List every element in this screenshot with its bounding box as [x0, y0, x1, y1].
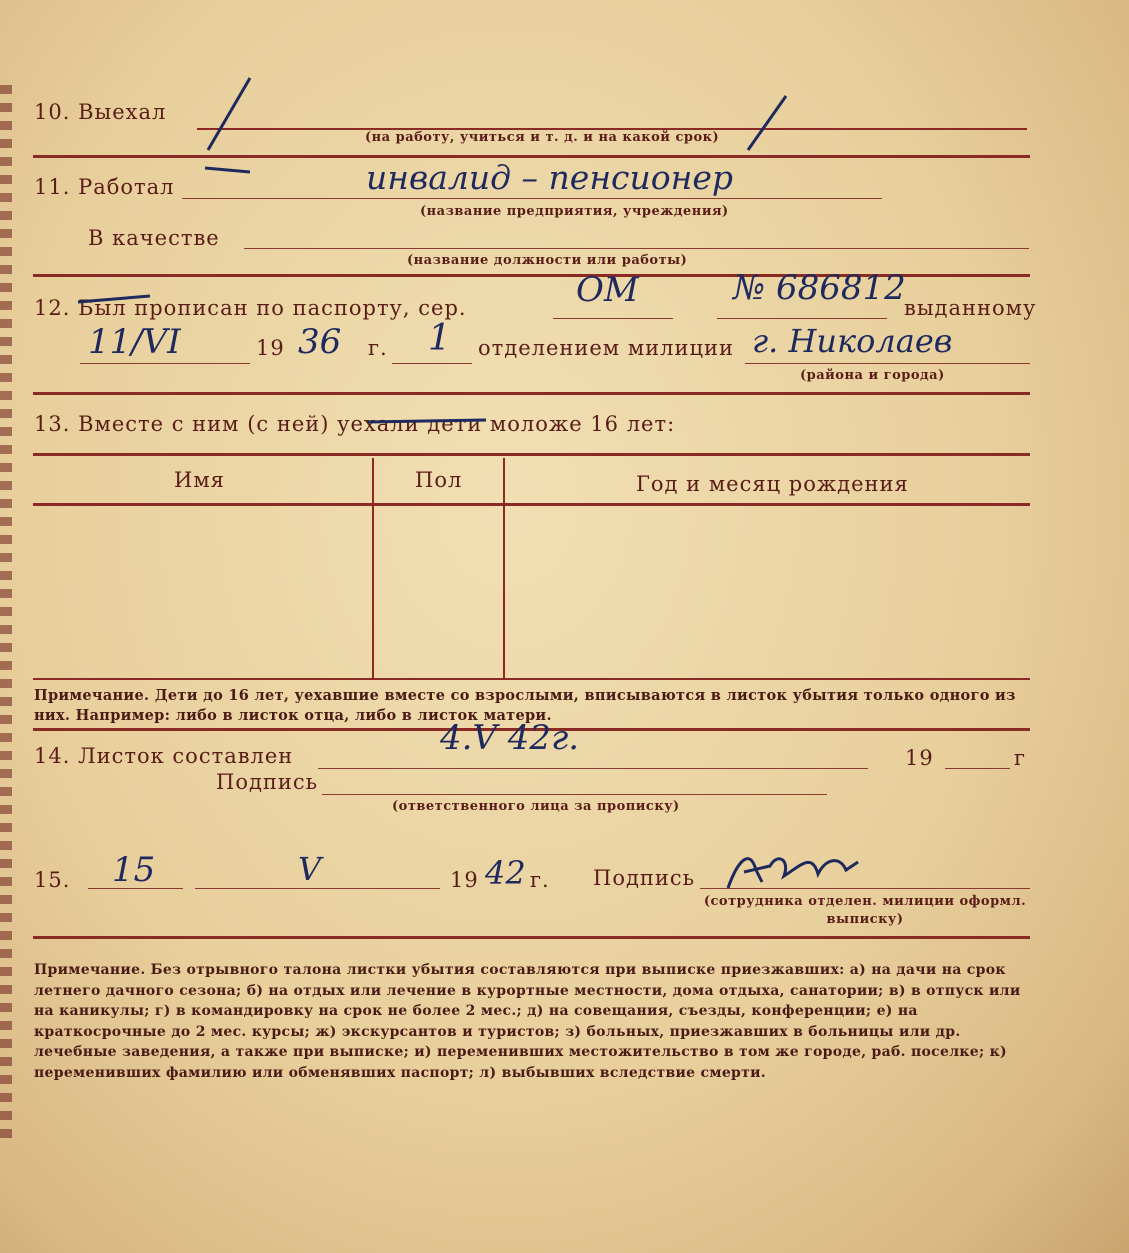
day-value: 15: [112, 850, 156, 890]
passport-series-value: ОМ: [576, 270, 639, 310]
issue-date-value: 11/VI: [88, 322, 181, 362]
field-11-handwritten: инвалид – пенсионер: [366, 158, 734, 197]
signature-label: Подпись: [216, 770, 319, 794]
field-11-label: 11. Работал: [34, 175, 175, 199]
year-prefix-15: 19: [450, 868, 479, 892]
city-value: г. Николаев: [752, 322, 953, 360]
year-prefix: 19: [256, 336, 285, 360]
signature-label-15: Подпись: [593, 866, 696, 890]
year-unit: г.: [368, 336, 388, 360]
note-without-coupon: [34, 960, 1034, 1083]
field-14-date-value: 4.V 42г.: [440, 718, 580, 758]
col-header-sex: Пол: [415, 468, 463, 492]
passport-number-value: № 686812: [733, 268, 906, 308]
dept-label: отделением милиции: [478, 336, 734, 360]
field-14-year-prefix: 19: [905, 746, 934, 770]
field-15-label: 15.: [34, 868, 71, 892]
year-value-15: 42: [485, 854, 526, 892]
field-11-position-label: В качестве: [88, 226, 220, 250]
field-11-caption: (название предприятия, учреждения): [420, 204, 729, 219]
month-value: V: [298, 850, 322, 888]
field-10-caption: (на работу, учиться и т. д. и на какой срок): [365, 130, 720, 145]
field-12-issued-label: выданному: [904, 296, 1037, 320]
field-14-label: 14. Листок составлен: [34, 744, 294, 768]
note-children-text: Примечание. Дети до 16 лет, уехавшие вместе со взрослыми, вписываются в листок убытия только одного из них. Например: либо в листок отца, либо в листок матери.: [34, 687, 1016, 724]
field-12-label: 12. Был прописан по паспорту, сер.: [34, 296, 467, 320]
signature-caption-15: (сотрудника отделен. милиции оформл. выписку): [703, 894, 1027, 927]
field-14-year-unit: г: [1014, 746, 1027, 770]
note-without-coupon-text: Примечание. Без отрывного талона листки убытия составляются при выписке приезжавших: а) на дачи на срок летнего дачного сезона; б) на отдых или лечение в курортные местности, дома отдыха, санатории; в) в отпуск или на каникулы; г) в командировку на срок не более 2 мес.; д) на совещания, съезды, конференции; е) на краткосрочные до 2 мес. курсы; ж) экскурсантов и туристов; з) больных, приезжавших в больницы или др. лечебные заведения, а также при выписке; и) переменивших местожительство в том же городе, раб. поселке; к) переменивших фамилию или обменявших паспорт; л) выбывших вследствие смерти.: [34, 962, 1021, 1081]
field-10-label: 10. Выехал: [34, 100, 167, 124]
issue-year-value: 36: [298, 322, 342, 362]
col-header-name: Имя: [174, 468, 225, 492]
field-13-label: 13. Вместе с ним (с ней) уехали дети моложе 16 лет:: [34, 412, 676, 436]
divider: [33, 936, 1030, 939]
field-11-position-caption: (название должности или работы): [407, 253, 688, 268]
col-header-birth: Год и месяц рождения: [636, 472, 909, 496]
dept-number-value: 1: [428, 318, 451, 359]
signature-caption: (ответственного лица за прописку): [392, 799, 680, 814]
year-unit-15: г.: [530, 868, 550, 892]
city-caption: (района и города): [800, 368, 945, 383]
